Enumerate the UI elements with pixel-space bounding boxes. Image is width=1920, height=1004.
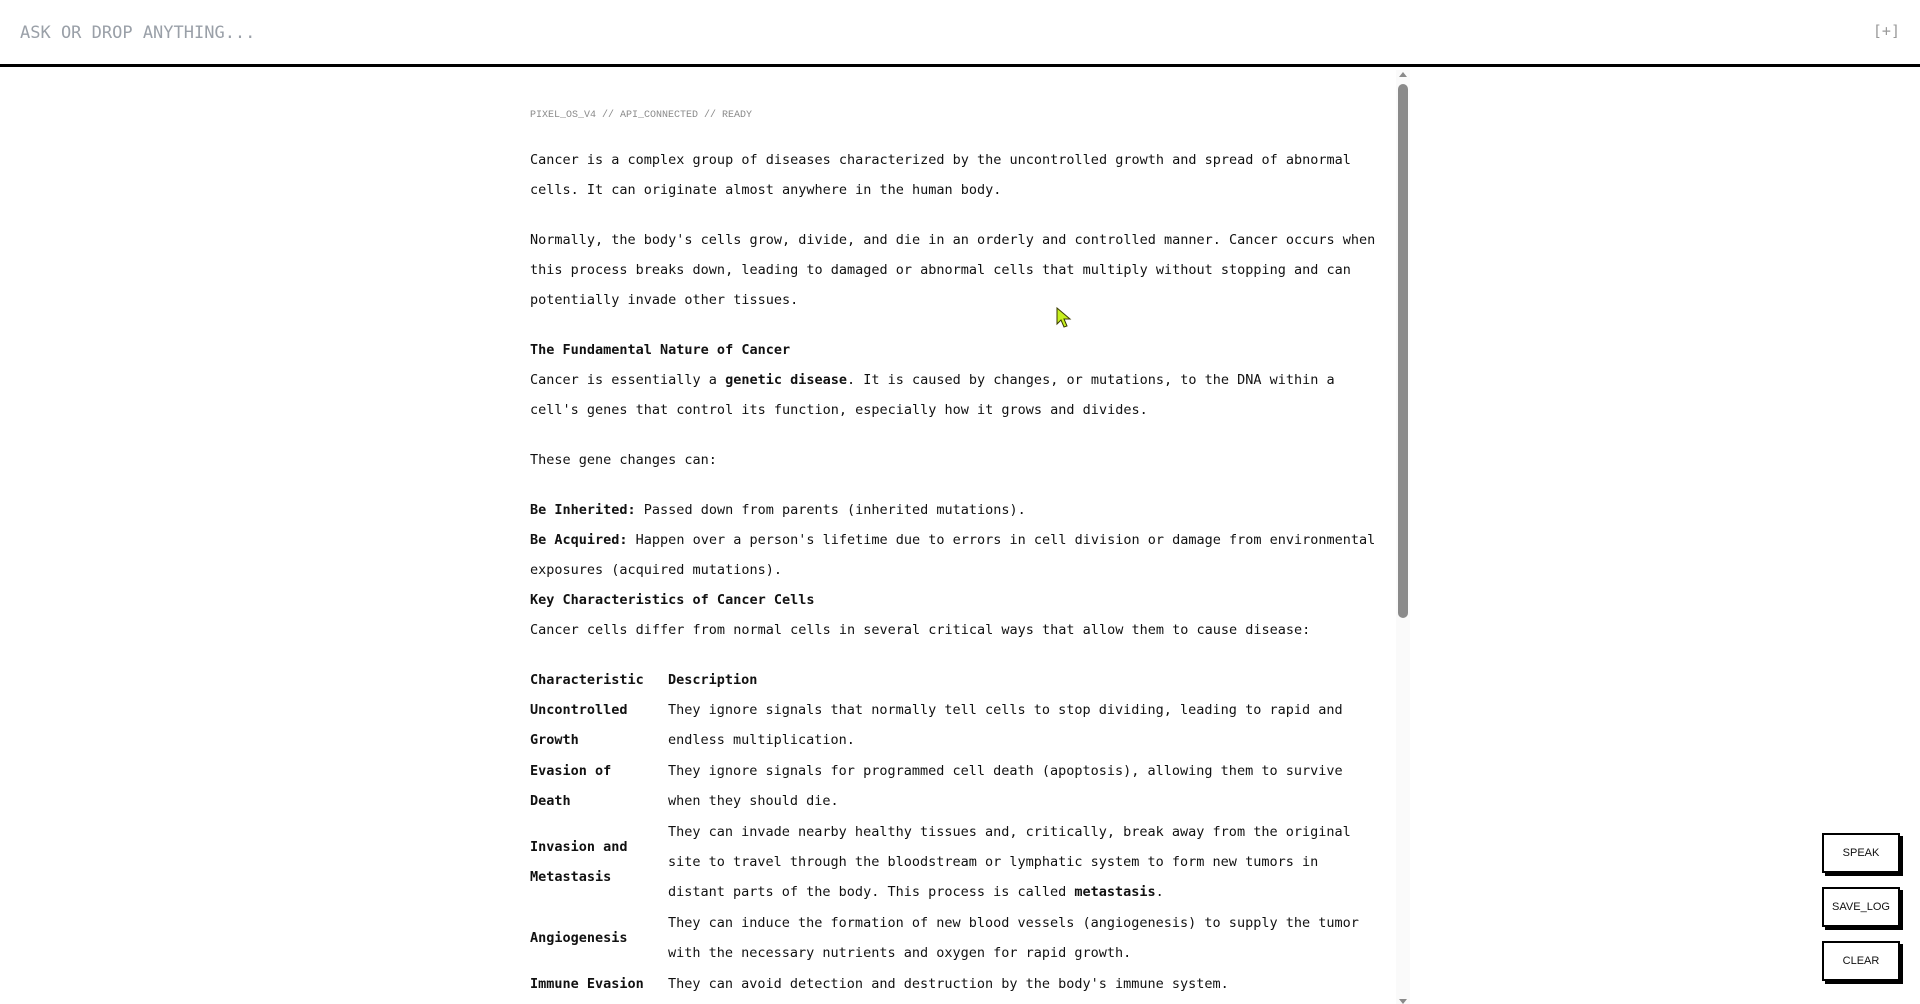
column-header: Characteristic — [530, 672, 644, 688]
description-cell: They can avoid detection and destruction by the body's immune system. — [668, 976, 1229, 992]
description-cell: They ignore signals for programmed cell death (apoptosis), allowing them to survive when they should die. — [668, 763, 1343, 809]
list-item-acquired — [530, 525, 1380, 585]
command-bar — [0, 0, 1920, 67]
table-row — [530, 908, 1378, 969]
text: . It is caused by changes, or mutations, to the DNA within a cell's genes that control its function, especially how it grows and divides. — [530, 372, 1335, 418]
table-row — [530, 817, 1378, 908]
description-cell: They ignore signals that normally tell cells to stop dividing, leading to rapid and endless multiplication. — [668, 702, 1343, 748]
mouse-cursor-icon — [1056, 307, 1072, 329]
item-label: Be Inherited: — [530, 502, 636, 518]
table-row — [530, 969, 1378, 1000]
description-cell: They can induce the formation of new blood vessels (angiogenesis) to supply the tumor with the necessary nutrients and oxygen for rapid growth. — [668, 915, 1359, 961]
attach-button[interactable]: [+] — [1872, 22, 1900, 40]
list-item-inherited — [530, 495, 1380, 525]
response-panel — [530, 70, 1400, 1004]
scrollbar-thumb[interactable] — [1398, 84, 1408, 618]
action-buttons — [1822, 833, 1902, 995]
vertical-scrollbar[interactable] — [1396, 70, 1410, 1004]
scroll-up-arrow-icon[interactable] — [1399, 72, 1407, 77]
table-header-row — [530, 665, 1378, 695]
characteristic-cell: Invasion and Metastasis — [530, 839, 628, 885]
status-line: PIXEL_OS_V4 // API_CONNECTED // READY — [530, 110, 753, 121]
gene-changes-intro: These gene changes can: — [530, 452, 717, 468]
characteristics-intro: Cancer cells differ from normal cells in several critical ways that allow them to cause disease: — [530, 622, 1311, 638]
text: They can invade nearby healthy tissues and, critically, break away from the original site to travel through the bloodstream or lymphatic system to form new tumors in distant parts of the body. This process is called — [668, 824, 1351, 900]
table-row — [530, 756, 1378, 817]
ask-input[interactable] — [20, 18, 1720, 48]
bold-term: genetic disease — [725, 372, 847, 388]
section-heading-fundamental: The Fundamental Nature of Cancer — [530, 342, 791, 358]
response-content — [530, 70, 1380, 1000]
characteristic-cell: Evasion of Death — [530, 763, 612, 809]
item-label: Be Acquired: — [530, 532, 628, 548]
characteristics-table — [530, 665, 1378, 1000]
intro-paragraph: Cancer is a complex group of diseases characterized by the uncontrolled growth and spread of abnormal cells. It can originate almost anywhere in the human body. — [530, 152, 1351, 198]
item-text: Happen over a person's lifetime due to errors in cell division or damage from environmental exposures (acquired mutations). — [530, 532, 1376, 578]
clear-button[interactable]: CLEAR — [1822, 941, 1900, 981]
section-heading-characteristics: Key Characteristics of Cancer Cells — [530, 592, 815, 608]
text: . — [1155, 884, 1164, 900]
bold-term: metastasis — [1074, 884, 1156, 900]
normal-paragraph: Normally, the body's cells grow, divide, and die in an orderly and controlled manner. Cancer occurs when this process breaks down, leading to damaged or abnormal cells that multiply without stopping and can potentially invade other tissues. — [530, 232, 1376, 308]
scroll-down-arrow-icon[interactable] — [1399, 999, 1407, 1004]
item-text: Passed down from parents (inherited mutations). — [635, 502, 1026, 518]
description-cell — [668, 817, 1378, 908]
characteristic-cell: Uncontrolled Growth — [530, 702, 628, 748]
save-log-button[interactable]: SAVE_LOG — [1822, 887, 1900, 927]
characteristic-cell: Immune Evasion — [530, 976, 644, 992]
table-row — [530, 695, 1378, 756]
speak-button[interactable]: SPEAK — [1822, 833, 1900, 873]
genetic-disease-paragraph — [530, 365, 1380, 425]
column-header: Description — [668, 672, 758, 688]
text: Cancer is essentially a — [530, 372, 726, 388]
characteristic-cell: Angiogenesis — [530, 930, 628, 946]
